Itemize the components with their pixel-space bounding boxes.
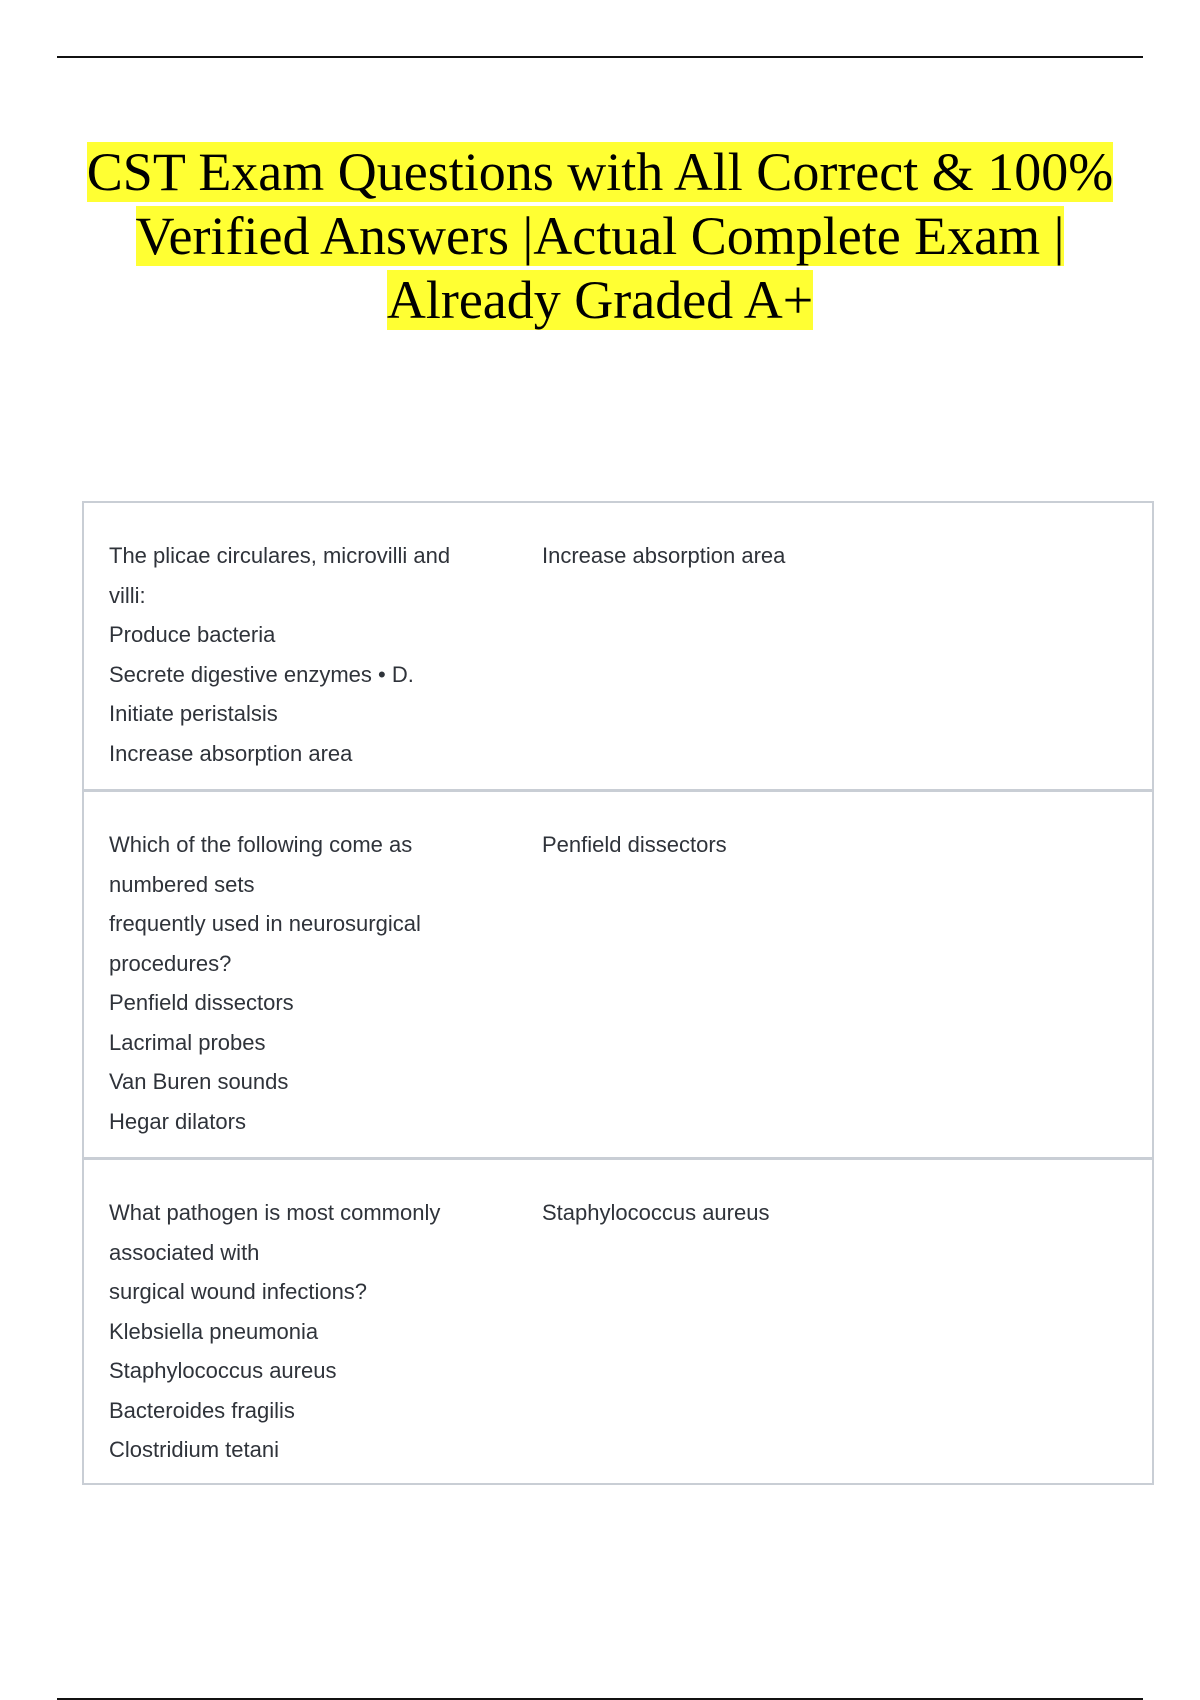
qa-row	[84, 503, 1152, 789]
question-cell	[84, 792, 542, 1157]
answer-option: Secrete digestive enzymes • D.	[109, 661, 414, 687]
answer-option: Clostridium tetani	[109, 1437, 279, 1462]
document-title	[40, 140, 1160, 332]
header-rule	[57, 56, 1143, 58]
answer-cell	[542, 1160, 1152, 1483]
answer-option: Hegar dilators	[109, 1108, 246, 1134]
question-text: Which of the following come as	[109, 832, 413, 857]
answer-option: Produce bacteria	[109, 622, 276, 647]
question-text: surgical wound infections?	[109, 1279, 368, 1304]
question-cell	[84, 1160, 542, 1483]
qa-row	[84, 1157, 1152, 1483]
correct-answer: Increase absorption area	[542, 543, 786, 568]
qa-table	[82, 501, 1154, 1485]
title-line: Verified Answers |Actual Complete Exam |	[135, 206, 1065, 266]
answer-option: Bacteroides fragilis	[109, 1397, 295, 1423]
answer-option: Klebsiella pneumonia	[109, 1318, 319, 1344]
answer-option: Initiate peristalsis	[109, 701, 278, 726]
correct-answer: Staphylococcus aureus	[542, 1200, 770, 1225]
title-line: Already Graded A+	[386, 270, 814, 330]
question-text: numbered sets	[109, 871, 255, 897]
answer-option: Van Buren sounds	[109, 1069, 289, 1094]
answer-option: Staphylococcus aureus	[109, 1358, 337, 1383]
question-text: procedures?	[109, 950, 232, 976]
question-text: What pathogen is most commonly	[109, 1200, 441, 1225]
question-text: associated with	[109, 1239, 260, 1265]
answer-option: Penfield dissectors	[109, 990, 294, 1015]
title-line: CST Exam Questions with All Correct & 100%	[86, 142, 1114, 202]
question-cell	[84, 503, 542, 789]
answer-option: Increase absorption area	[109, 740, 353, 766]
answer-cell	[542, 792, 1152, 1157]
question-text: frequently used in neurosurgical	[109, 911, 421, 936]
qa-row	[84, 789, 1152, 1157]
answer-option: Lacrimal probes	[109, 1029, 266, 1055]
answer-cell	[542, 503, 1152, 789]
question-text: villi:	[109, 582, 146, 608]
question-text: The plicae circulares, microvilli and	[109, 543, 451, 568]
correct-answer: Penfield dissectors	[542, 832, 727, 857]
